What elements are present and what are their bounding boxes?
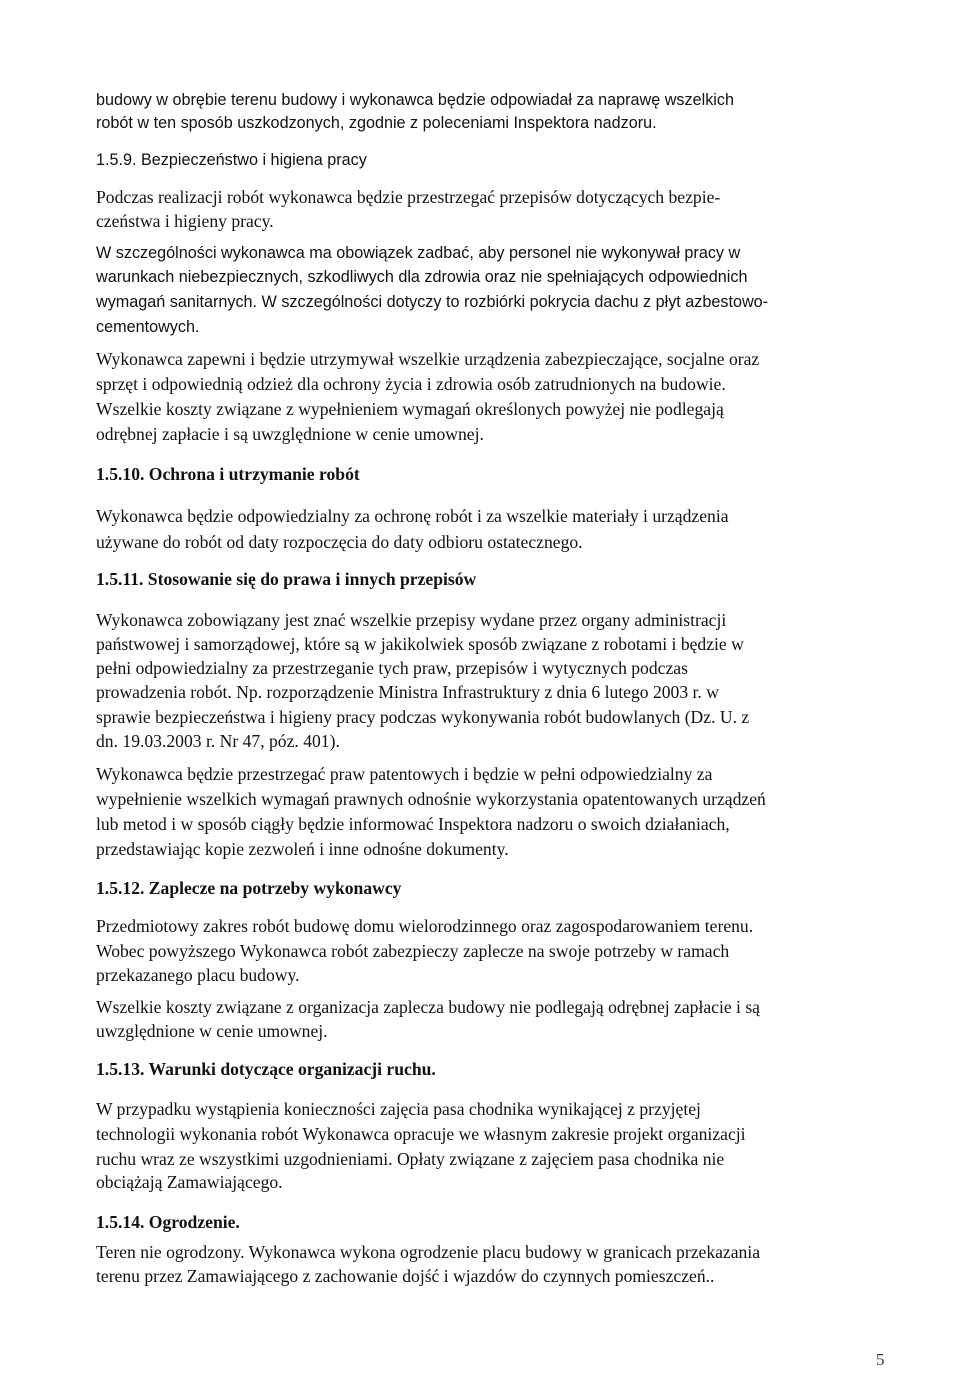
- body-text-line: technologii wykonania robót Wykonawca opracuje we własnym zakresie projekt organizacji: [96, 1124, 746, 1144]
- body-text-line: używane do robót od daty rozpoczęcia do daty odbioru ostatecznego.: [96, 532, 583, 552]
- body-text-line: terenu przez Zamawiającego z zachowanie dojść i wjazdów do czynnych pomieszczeń..: [96, 1266, 715, 1286]
- body-text-line: Podczas realizacji robót wykonawca będzie przestrzegać przepisów dotyczących bezpie-: [96, 187, 721, 207]
- body-text-line: W szczególności wykonawca ma obowiązek zadbać, aby personel nie wykonywał pracy w: [96, 244, 741, 262]
- body-text-line: Wykonawca będzie przestrzegać praw patentowych i będzie w pełni odpowiedzialny za: [96, 764, 713, 784]
- body-text-line: Teren nie ogrodzony. Wykonawca wykona ogrodzenie placu budowy w granicach przekazania: [96, 1242, 761, 1262]
- body-text-line: Wykonawca zobowiązany jest znać wszelkie przepisy wydane przez organy administracji: [96, 610, 727, 630]
- body-text-line: warunkach niebezpiecznych, szkodliwych dla zdrowia oraz nie spełniających odpowiednich: [96, 268, 748, 286]
- body-text-line: wypełnienie wszelkich wymagań prawnych odnośnie wykorzystania opatentowanych urządzeń: [96, 789, 766, 809]
- section-heading: 1.5.13. Warunki dotyczące organizacji ruchu.: [96, 1059, 436, 1079]
- body-text-line: uwzględnione w cenie umownej.: [96, 1021, 328, 1041]
- body-text-line: prowadzenia robót. Np. rozporządzenie Ministra Infrastruktury z dnia 6 lutego 2003 r. w: [96, 682, 719, 702]
- body-text-line: Przedmiotowy zakres robót budowę domu wielorodzinnego oraz zagospodarowaniem terenu.: [96, 916, 754, 936]
- body-text-line: sprawie bezpieczeństwa i higieny pracy podczas wykonywania robót budowlanych (Dz. U. z: [96, 707, 750, 727]
- body-text-line: budowy w obrębie terenu budowy i wykonawca będzie odpowiadał za naprawę wszelkich: [96, 91, 734, 109]
- body-text-line: dn. 19.03.2003 r. Nr 47, póz. 401).: [96, 731, 340, 751]
- body-text-line: Wobec powyższego Wykonawca robót zabezpieczy zaplecze na swoje potrzeby w ramach: [96, 941, 730, 961]
- body-text-line: przekazanego placu budowy.: [96, 965, 300, 985]
- body-text-line: przedstawiając kopie zezwoleń i inne odnośne dokumenty.: [96, 839, 509, 859]
- body-text-line: odrębnej zapłacie i są uwzględnione w cenie umownej.: [96, 424, 484, 444]
- section-heading: 1.5.9. Bezpieczeństwo i higiena pracy: [96, 151, 367, 169]
- body-text-line: sprzęt i odpowiednią odzież dla ochrony życia i zdrowia osób zatrudnionych na budowie.: [96, 374, 726, 394]
- body-text-line: Wszelkie koszty związane z wypełnieniem wymagań określonych powyżej nie podlegają: [96, 399, 724, 419]
- section-heading: 1.5.11. Stosowanie się do prawa i innych przepisów: [96, 569, 477, 589]
- body-text-line: państwowej i samorządowej, które są w jakikolwiek sposób związane z robotami i będzie w: [96, 634, 744, 654]
- page-number: 5: [876, 1350, 885, 1369]
- section-heading: 1.5.14. Ogrodzenie.: [96, 1212, 240, 1232]
- body-text-line: cementowych.: [96, 318, 200, 336]
- body-text-line: ruchu wraz ze wszystkimi uzgodnieniami. Opłaty związane z zajęciem pasa chodnika nie: [96, 1149, 725, 1169]
- body-text-line: obciążają Zamawiającego.: [96, 1172, 283, 1192]
- body-text-line: lub metod i w sposób ciągły będzie informować Inspektora nadzoru o swoich działaniach,: [96, 814, 730, 834]
- body-text-line: Wszelkie koszty związane z organizacja zaplecza budowy nie podlegają odrębnej zapłacie i są: [96, 997, 760, 1017]
- section-heading: 1.5.10. Ochrona i utrzymanie robót: [96, 464, 360, 484]
- body-text-line: W przypadku wystąpienia konieczności zajęcia pasa chodnika wynikającej z przyjętej: [96, 1099, 701, 1119]
- body-text-line: Wykonawca będzie odpowiedzialny za ochronę robót i za wszelkie materiały i urządzenia: [96, 506, 729, 526]
- body-text-line: Wykonawca zapewni i będzie utrzymywał wszelkie urządzenia zabezpieczające, socjalne oraz: [96, 349, 760, 369]
- body-text-line: wymagań sanitarnych. W szczególności dotyczy to rozbiórki pokrycia dachu z płyt azbestowo-: [96, 293, 769, 311]
- body-text-line: robót w ten sposób uszkodzonych, zgodnie z poleceniami Inspektora nadzoru.: [96, 114, 657, 132]
- body-text-line: czeństwa i higieny pracy.: [96, 211, 274, 231]
- section-heading: 1.5.12. Zaplecze na potrzeby wykonawcy: [96, 878, 402, 898]
- body-text-line: pełni odpowiedzialny za przestrzeganie tych praw, przepisów i wytycznych podczas: [96, 658, 688, 678]
